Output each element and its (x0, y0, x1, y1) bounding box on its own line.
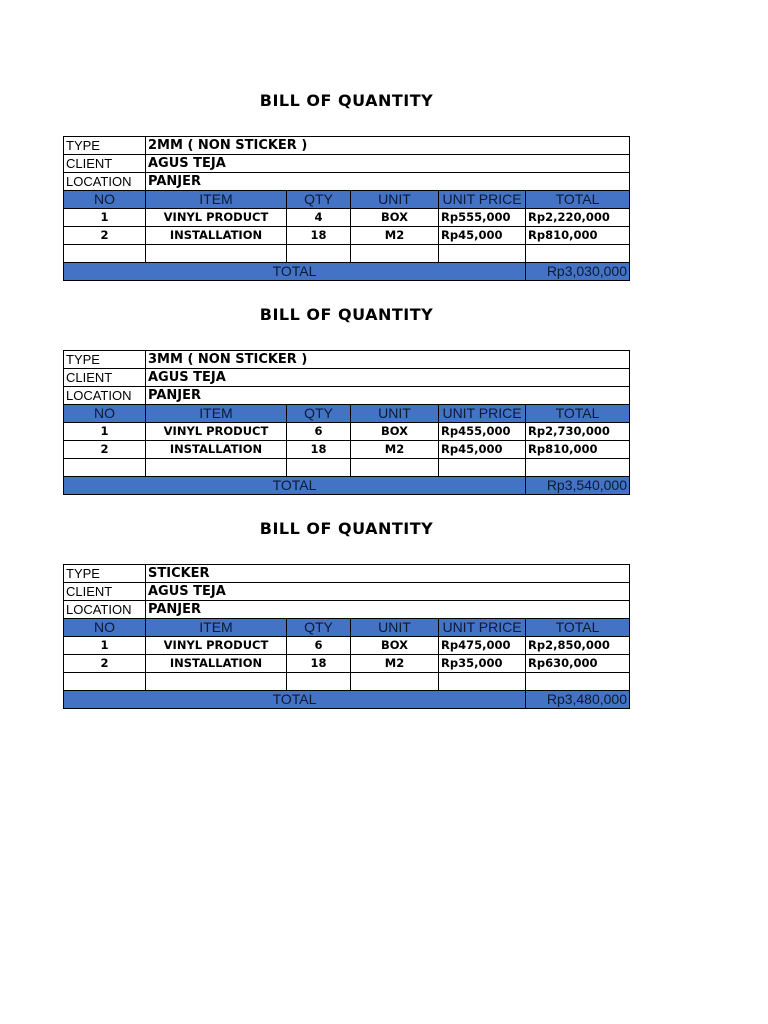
total-label: TOTAL (64, 263, 526, 281)
type-label: TYPE (64, 351, 146, 369)
cell-qty: 18 (287, 441, 351, 459)
type-row (64, 565, 630, 583)
location-value: PANJER (146, 387, 630, 405)
cell-unit: BOX (351, 637, 439, 655)
client-row (64, 155, 630, 173)
header-total: TOTAL (526, 619, 630, 637)
cell-item: INSTALLATION (146, 227, 287, 245)
cell-no: 2 (64, 227, 146, 245)
header-qty: QTY (287, 191, 351, 209)
cell-total: Rp2,850,000 (526, 637, 630, 655)
cell-unit: BOX (351, 209, 439, 227)
header-row (64, 619, 630, 637)
location-row (64, 601, 630, 619)
client-label: CLIENT (64, 583, 146, 601)
cell-unit-price: Rp555,000 (439, 209, 526, 227)
location-label: LOCATION (64, 173, 146, 191)
grand-total: Rp3,540,000 (526, 477, 630, 495)
cell-total: Rp2,220,000 (526, 209, 630, 227)
header-no: NO (64, 405, 146, 423)
client-value: AGUS TEJA (146, 583, 630, 601)
total-row (64, 477, 630, 495)
type-label: TYPE (64, 565, 146, 583)
location-label: LOCATION (64, 387, 146, 405)
cell-unit-price: Rp475,000 (439, 637, 526, 655)
client-value: AGUS TEJA (146, 155, 630, 173)
location-row (64, 173, 630, 191)
header-row (64, 405, 630, 423)
empty-cell (287, 459, 351, 477)
cell-no: 2 (64, 441, 146, 459)
empty-cell (146, 459, 287, 477)
empty-cell (526, 459, 630, 477)
table-row (64, 209, 630, 227)
empty-cell (287, 245, 351, 263)
cell-total: Rp2,730,000 (526, 423, 630, 441)
cell-unit: BOX (351, 423, 439, 441)
cell-qty: 18 (287, 227, 351, 245)
location-value: PANJER (146, 601, 630, 619)
header-unit: UNIT (351, 619, 439, 637)
header-unit: UNIT (351, 191, 439, 209)
empty-row (64, 673, 630, 691)
header-total: TOTAL (526, 191, 630, 209)
header-unit-price: UNIT PRICE (439, 191, 526, 209)
empty-cell (351, 245, 439, 263)
empty-row (64, 245, 630, 263)
header-row (64, 191, 630, 209)
empty-cell (287, 673, 351, 691)
type-row (64, 351, 630, 369)
header-item: ITEM (146, 405, 287, 423)
client-value: AGUS TEJA (146, 369, 630, 387)
empty-cell (351, 673, 439, 691)
cell-unit-price: Rp45,000 (439, 227, 526, 245)
cell-item: VINYL PRODUCT (146, 637, 287, 655)
client-row (64, 583, 630, 601)
client-label: CLIENT (64, 155, 146, 173)
empty-cell (146, 673, 287, 691)
type-value: 2MM ( NON STICKER ) (146, 137, 630, 155)
boq-title-1: BILL OF QUANTITY (259, 91, 434, 110)
header-item: ITEM (146, 191, 287, 209)
header-no: NO (64, 191, 146, 209)
cell-no: 1 (64, 423, 146, 441)
header-qty: QTY (287, 405, 351, 423)
header-item: ITEM (146, 619, 287, 637)
boq-title-2: BILL OF QUANTITY (259, 305, 434, 324)
empty-cell (526, 245, 630, 263)
cell-qty: 6 (287, 423, 351, 441)
cell-unit-price: Rp455,000 (439, 423, 526, 441)
grand-total: Rp3,480,000 (526, 691, 630, 709)
empty-cell (351, 459, 439, 477)
cell-unit: M2 (351, 655, 439, 673)
type-label: TYPE (64, 137, 146, 155)
client-row (64, 369, 630, 387)
cell-total: Rp630,000 (526, 655, 630, 673)
cell-item: VINYL PRODUCT (146, 209, 287, 227)
location-row (64, 387, 630, 405)
empty-cell (439, 245, 526, 263)
cell-qty: 18 (287, 655, 351, 673)
cell-unit-price: Rp35,000 (439, 655, 526, 673)
header-unit-price: UNIT PRICE (439, 405, 526, 423)
client-label: CLIENT (64, 369, 146, 387)
cell-total: Rp810,000 (526, 441, 630, 459)
type-row (64, 137, 630, 155)
grand-total: Rp3,030,000 (526, 263, 630, 281)
cell-item: INSTALLATION (146, 441, 287, 459)
total-label: TOTAL (64, 477, 526, 495)
empty-row (64, 459, 630, 477)
header-unit-price: UNIT PRICE (439, 619, 526, 637)
cell-no: 1 (64, 637, 146, 655)
empty-cell (64, 459, 146, 477)
cell-qty: 4 (287, 209, 351, 227)
header-total: TOTAL (526, 405, 630, 423)
empty-cell (526, 673, 630, 691)
location-label: LOCATION (64, 601, 146, 619)
empty-cell (64, 673, 146, 691)
empty-cell (64, 245, 146, 263)
table-row (64, 227, 630, 245)
boq-table-2 (63, 350, 630, 495)
empty-cell (146, 245, 287, 263)
empty-cell (439, 673, 526, 691)
cell-item: INSTALLATION (146, 655, 287, 673)
cell-unit: M2 (351, 441, 439, 459)
type-value: STICKER (146, 565, 630, 583)
total-label: TOTAL (64, 691, 526, 709)
cell-qty: 6 (287, 637, 351, 655)
boq-table-1 (63, 136, 630, 281)
table-row (64, 441, 630, 459)
total-row (64, 691, 630, 709)
cell-unit: M2 (351, 227, 439, 245)
boq-title-3: BILL OF QUANTITY (259, 519, 434, 538)
location-value: PANJER (146, 173, 630, 191)
table-row (64, 423, 630, 441)
boq-table-3 (63, 564, 630, 709)
empty-cell (439, 459, 526, 477)
header-unit: UNIT (351, 405, 439, 423)
cell-no: 1 (64, 209, 146, 227)
total-row (64, 263, 630, 281)
table-row (64, 655, 630, 673)
cell-no: 2 (64, 655, 146, 673)
type-value: 3MM ( NON STICKER ) (146, 351, 630, 369)
header-qty: QTY (287, 619, 351, 637)
cell-item: VINYL PRODUCT (146, 423, 287, 441)
cell-total: Rp810,000 (526, 227, 630, 245)
cell-unit-price: Rp45,000 (439, 441, 526, 459)
table-row (64, 637, 630, 655)
header-no: NO (64, 619, 146, 637)
